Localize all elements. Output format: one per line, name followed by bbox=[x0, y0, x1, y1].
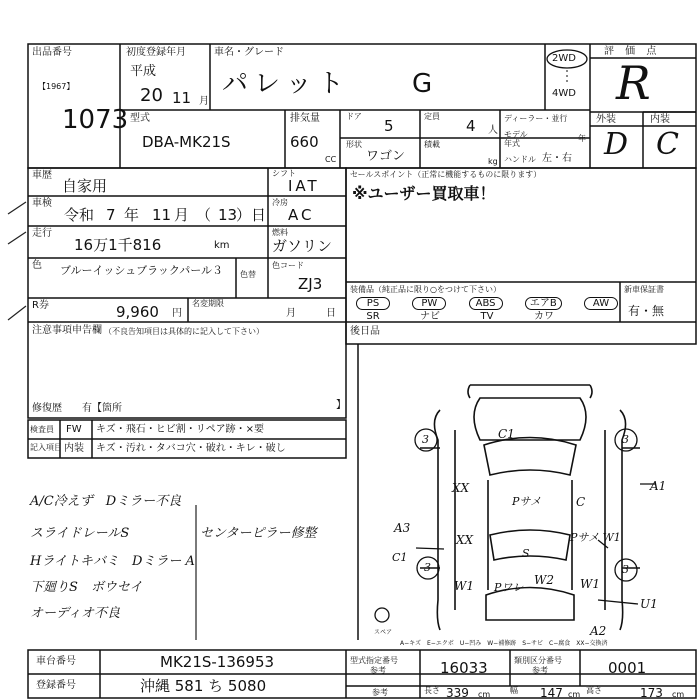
color-label: 色 bbox=[32, 260, 42, 271]
class-value: 0001 bbox=[608, 659, 647, 677]
fuel-value: ガソリン bbox=[272, 237, 333, 255]
equipment-sr: SR bbox=[366, 311, 380, 322]
hand-note-1: A/C冷えず Dミラー不良 bbox=[30, 494, 182, 509]
damage-mark: W2 bbox=[534, 573, 554, 587]
type-designation-label: 型式指定番号 bbox=[350, 656, 398, 665]
length-unit: cm bbox=[478, 690, 491, 699]
interior-label: 内装 bbox=[650, 114, 670, 125]
repair-value: 有【箇所 bbox=[82, 403, 122, 414]
body-label: 形状 bbox=[346, 140, 362, 149]
damage-legend: A−キズ E−エクボ U−凹み W−補修跡 S−サビ C−腐食 XX−交換済 bbox=[400, 640, 608, 647]
name-change-month: 月 bbox=[286, 308, 296, 319]
repair-label: 修復歴 bbox=[32, 403, 62, 414]
damage-mark: Pサメ W1 bbox=[570, 531, 621, 544]
inspection-month: 11 bbox=[152, 206, 172, 224]
tire-mark: 3 bbox=[422, 433, 429, 446]
equipment-label: 装備品（純正品に限り○をつけて下さい） bbox=[350, 285, 501, 294]
height-unit: cm bbox=[672, 690, 685, 699]
hand-note-4: 下廻りS ボウセイ bbox=[30, 580, 143, 595]
reg-month: 11 bbox=[172, 89, 192, 107]
equipment-tv: TV bbox=[480, 311, 494, 322]
inspection-month-char: 月 bbox=[174, 206, 190, 224]
shift-value: IAT bbox=[288, 177, 320, 195]
cc-unit: CC bbox=[325, 155, 337, 164]
fw-label: FW bbox=[66, 424, 82, 435]
model-value: DBA-MK21S bbox=[142, 133, 231, 151]
tire-mark: 3 bbox=[622, 563, 629, 576]
length-label: 長さ bbox=[424, 686, 440, 695]
width-unit: cm bbox=[568, 690, 581, 699]
exterior-grade: D bbox=[604, 127, 629, 162]
notes-sub: （不良告知項目は具体的に記入して下さい） bbox=[104, 327, 264, 336]
equipment-aw: AW bbox=[584, 297, 618, 310]
model-label: 型式 bbox=[130, 113, 150, 124]
width-value: 147 bbox=[540, 686, 563, 700]
damage-mark: W1 bbox=[454, 579, 474, 593]
inspection-label: 車検 bbox=[32, 198, 52, 209]
shift-label: シフト bbox=[272, 169, 296, 178]
reference-label-1: 参考 bbox=[370, 666, 386, 675]
history-value: 自家用 bbox=[62, 177, 108, 195]
fw-items: キズ・飛石・ヒビ割・リペア跡・×要 bbox=[96, 424, 264, 435]
plate-value: 沖縄 581 ち 5080 bbox=[140, 677, 267, 695]
center-note: センターピラー修整 bbox=[200, 526, 317, 541]
equipment-blank bbox=[584, 311, 618, 323]
repair-close: 】 bbox=[336, 400, 346, 411]
after-label: 後日品 bbox=[350, 326, 380, 337]
equipment-abs: ABS bbox=[469, 297, 503, 310]
hand-note-2: スライドレールS bbox=[30, 526, 130, 541]
model-year-label: モデル年式 bbox=[504, 130, 528, 148]
damage-mark: XX bbox=[456, 533, 474, 547]
length-value: 339 bbox=[446, 686, 469, 700]
inspection-year: 7 bbox=[106, 206, 116, 224]
doors-label: ドア bbox=[346, 112, 362, 121]
recycle-value: 9,960 bbox=[116, 303, 159, 321]
hand-note-5: オーディオ不良 bbox=[30, 606, 120, 621]
damage-mark: A3 bbox=[394, 521, 411, 535]
check-label: 検査員 bbox=[30, 425, 54, 434]
width-label: 幅 bbox=[510, 686, 518, 695]
mileage-unit: km bbox=[214, 240, 230, 251]
entry-label: 記入項目 bbox=[30, 443, 62, 452]
warranty-label: 新車保証書 bbox=[624, 285, 664, 294]
notes-label: 注意事項申告欄 bbox=[32, 325, 102, 336]
drive-2wd: 2WD bbox=[552, 53, 576, 64]
damage-mark: C1 bbox=[498, 427, 515, 441]
recycle-unit: 円 bbox=[172, 308, 182, 319]
doors-value: 5 bbox=[384, 117, 394, 135]
equipment-ps: PS bbox=[356, 297, 390, 310]
damage-mark: Pワレ bbox=[494, 581, 524, 594]
height-label: 高さ bbox=[586, 686, 602, 695]
color-change-label: 色替 bbox=[240, 270, 256, 279]
displacement-value: 660 bbox=[290, 133, 319, 151]
capacity-value: 4 bbox=[466, 117, 476, 135]
interior-items: キズ・汚れ・タバコ穴・破れ・キレ・破し bbox=[96, 443, 286, 454]
equipment-navi: ナビ bbox=[420, 311, 440, 322]
handle-label: ハンドル bbox=[504, 155, 536, 164]
reg-year: 20 bbox=[140, 85, 163, 106]
spare-label: スペア bbox=[374, 629, 393, 636]
equipment-top-row bbox=[356, 297, 618, 310]
name-change-day: 日 bbox=[326, 308, 336, 319]
lot-number: 1073 bbox=[62, 105, 129, 135]
score-value: R bbox=[616, 56, 651, 110]
damage-mark: A2 bbox=[590, 624, 607, 638]
car-name: パレット bbox=[222, 69, 350, 99]
equipment-airbag: エアB bbox=[525, 297, 562, 310]
name-change-label: 名変期限 bbox=[192, 299, 224, 308]
chassis-label: 車台番号 bbox=[36, 656, 76, 667]
car-grade: G bbox=[412, 69, 433, 99]
chassis-value: MK21S-136953 bbox=[160, 653, 275, 671]
equipment-leather: カワ bbox=[534, 311, 554, 322]
damage-mark: U1 bbox=[640, 597, 658, 611]
displacement-label: 排気量 bbox=[290, 113, 320, 124]
body-value: ワゴン bbox=[366, 149, 406, 164]
dealer-label: ディーラー・並行 bbox=[504, 114, 568, 123]
recycle-label: R券 bbox=[32, 300, 49, 311]
inspection-day: 13 bbox=[218, 206, 238, 224]
ac-value: AC bbox=[288, 206, 315, 224]
reference-label-3: 参考 bbox=[372, 688, 388, 697]
tire-mark: 3 bbox=[622, 433, 629, 446]
inspection-era: 令和 bbox=[64, 206, 95, 224]
tire-mark: 3 bbox=[424, 561, 431, 574]
equipment-bottom-row bbox=[356, 311, 618, 323]
year-unit: 年 bbox=[578, 134, 586, 143]
person-unit: 人 bbox=[488, 125, 498, 136]
warranty-value: 有・無 bbox=[628, 304, 665, 318]
damage-mark: Pサメ bbox=[512, 495, 541, 508]
mileage-value: 16万1千816 bbox=[74, 236, 162, 254]
exterior-label: 外装 bbox=[596, 114, 616, 125]
reg-era: 平成 bbox=[130, 64, 157, 79]
equipment-pw: PW bbox=[412, 297, 446, 310]
load-label: 積載 bbox=[424, 140, 440, 149]
damage-mark: W1 bbox=[580, 577, 600, 591]
class-label: 類別区分番号 bbox=[514, 656, 562, 665]
name-grade-label: 車名・グレード bbox=[214, 47, 284, 58]
load-unit: kg bbox=[488, 157, 498, 166]
height-value: 173 bbox=[640, 686, 663, 700]
hand-note-3: Hライトキバミ Dミラー A bbox=[30, 554, 195, 569]
inspection-year-char: 年 bbox=[124, 206, 140, 224]
plate-label: 登録番号 bbox=[36, 680, 76, 691]
history-label: 車歴 bbox=[32, 170, 52, 181]
damage-mark: C1 bbox=[392, 551, 408, 564]
lot-label: 出品番号 bbox=[32, 47, 72, 58]
interior-grade: C bbox=[656, 127, 679, 162]
mileage-label: 走行 bbox=[32, 228, 52, 239]
damage-mark: A1 bbox=[650, 479, 667, 493]
color-code-label: 色コード bbox=[272, 261, 304, 270]
type-designation-value: 16033 bbox=[440, 659, 488, 677]
color-code-value: ZJ3 bbox=[298, 275, 323, 293]
interior-items-label: 内装 bbox=[64, 443, 84, 454]
ac-label: 冷房 bbox=[272, 198, 288, 207]
handle-value: 左・右 bbox=[542, 153, 572, 164]
sales-point-label: セールスポイント（正常に機能するものに限ります） bbox=[350, 170, 542, 179]
inspection-day-open: （ bbox=[196, 206, 212, 224]
damage-mark: C bbox=[576, 495, 586, 509]
score-label: 評 価 点 bbox=[604, 46, 661, 57]
color-value: ブルーイッシュブラックパール３ bbox=[60, 264, 224, 277]
fuel-label: 燃料 bbox=[272, 228, 288, 237]
lot-sub: 【1967】 bbox=[38, 82, 75, 91]
reference-label-2: 参考 bbox=[532, 666, 548, 675]
first-reg-label: 初度登録年月 bbox=[126, 47, 186, 58]
reg-month-unit: 月 bbox=[199, 96, 209, 107]
drive-4wd: 4WD bbox=[552, 88, 576, 99]
damage-mark: XX bbox=[452, 481, 470, 495]
capacity-label: 定員 bbox=[424, 112, 440, 121]
inspection-day-close: ）日 bbox=[236, 206, 267, 224]
damage-mark: S bbox=[522, 547, 530, 560]
sales-point-value: ※ユーザー買取車！ bbox=[352, 184, 496, 203]
